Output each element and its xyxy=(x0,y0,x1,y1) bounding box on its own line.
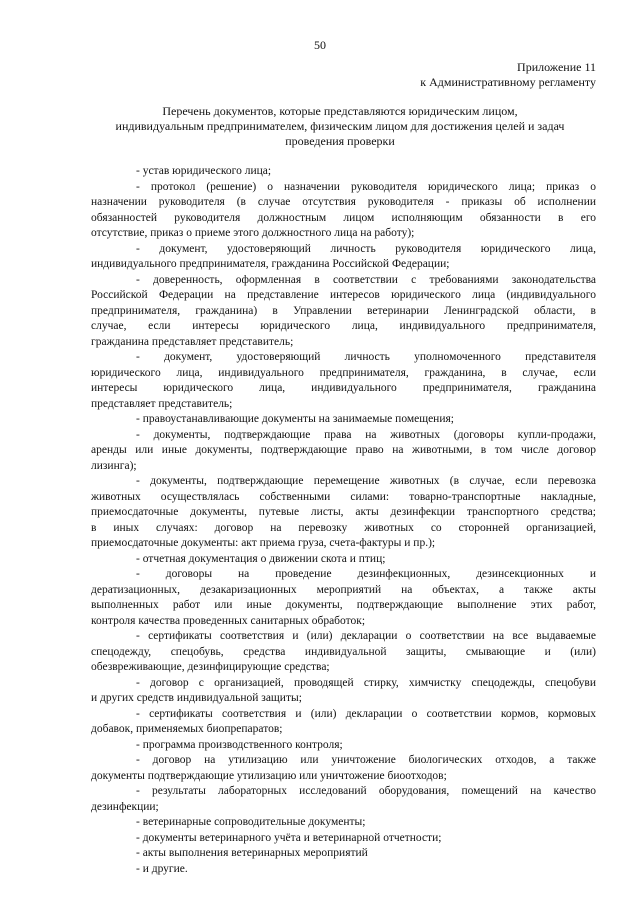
document-list xyxy=(91,164,596,877)
list-item-line: приемосдаточные документы, путевые листы, акты дезинфекции транспортного средства; xyxy=(91,506,596,518)
list-item-line: интересы юридического лица, индивидуального предпринимателя, гражданина xyxy=(91,382,596,394)
list-item-line: отсутствие, приказ о приеме этого должностного лица на работу); xyxy=(91,227,415,239)
list-item xyxy=(91,552,596,568)
list-item-line: - результаты лабораторных исследований оборудования, помещений на качество xyxy=(136,785,596,797)
list-item-line: случае, если интересы юридического лица, индивидуального предпринимателя, xyxy=(91,320,596,332)
list-item xyxy=(91,629,596,676)
list-item-line: - сертификаты соответствия и (или) декларации о соответствии кормов, кормовых xyxy=(136,707,596,720)
list-item-line: спецодежду, спецобувь, средства индивидуальной защиты, смывающие и (или) xyxy=(91,645,596,658)
list-item-line: индивидуального предпринимателя, гражданина Российской Федерации; xyxy=(91,258,450,270)
list-item-line: животных осуществлялась собственными силами: товарно-транспортные накладные, xyxy=(91,490,596,503)
list-item-line: - правоустанавливающие документы на занимаемые помещения; xyxy=(136,413,454,425)
list-item-line: лизинга); xyxy=(91,459,137,472)
list-item-line: - сертификаты соответствия и (или) декларации о соответствии на все выдаваемые xyxy=(136,630,596,642)
list-item-line: - договоры на проведение дезинфекционных, дезинсекционных и xyxy=(136,568,596,580)
list-item-line: обезвреживающие, дезинфицирующие средства; xyxy=(91,661,330,673)
list-item-line: гражданина представляет представитель; xyxy=(91,335,294,348)
list-item-line: добавок, применяемых биопрепаратов; xyxy=(91,723,283,735)
list-item-line: - отчетная документация о движении скота и птиц; xyxy=(136,552,386,565)
document-title-line: индивидуальным предпринимателем, физическим лицом для достижения целей и задач xyxy=(115,119,565,133)
appendix-header xyxy=(420,60,596,90)
list-item-line: представляет представитель; xyxy=(91,397,233,410)
list-item-line: аренды или иные документы, подтверждающие право на животными, в том числе договор xyxy=(91,444,596,456)
document-title-line: проведения проверки xyxy=(285,134,395,148)
list-item-line: обязанностей руководителя должностным лицом исполняющим обязанности в его xyxy=(91,211,596,224)
list-item-line: документы подтверждающие утилизацию или уничтожение биоотходов; xyxy=(91,769,447,782)
list-item-line: назначении руководителя (в случае отсутствия руководителя - приказы об исполнении xyxy=(91,196,596,208)
list-item xyxy=(91,180,596,242)
list-item xyxy=(91,784,596,815)
list-item-line: - ветеринарные сопроводительные документы; xyxy=(136,816,366,828)
list-item-line: - и другие. xyxy=(136,862,188,875)
list-item-line: - протокол (решение) о назначении руководителя юридического лица; приказ о xyxy=(136,180,596,193)
list-item-line: дератизационных, дезакаризационных мероприятий на объектах, а также акты xyxy=(91,583,596,596)
list-item-line: - документ, удостоверяющий личность уполномоченного представителя xyxy=(136,351,596,363)
list-item-line: - документы ветеринарного учёта и ветеринарной отчетности; xyxy=(136,831,442,844)
list-item xyxy=(91,350,596,412)
list-item-line: - договор с организацией, проводящей стирку, химчистку спецодежды, спецобуви xyxy=(136,676,596,689)
list-item xyxy=(91,412,596,428)
list-item xyxy=(91,738,596,754)
list-item-line: предпринимателя, гражданина) в Управлении ветеринарии Ленинградской области, в xyxy=(91,304,596,317)
list-item xyxy=(91,707,596,738)
list-item-line: - договор на утилизацию или уничтожение биологических отходов, а также xyxy=(136,754,596,766)
appendix-title: Приложение 11 xyxy=(517,60,596,74)
list-item-line: Российской Федерации на представление интересов юридического лица (индивидуального xyxy=(91,289,596,301)
list-item xyxy=(91,242,596,273)
list-item xyxy=(91,567,596,629)
list-item-line: - документы, подтверждающие перемещение животных (в случае, если перевозка xyxy=(136,475,596,487)
list-item-line: в иных случаях: договор на перевозку животных со сторонней организацией, xyxy=(91,521,596,534)
list-item-line: выполненных работ или иные документы, подтверждающие выполнение этих работ, xyxy=(91,599,596,611)
list-item xyxy=(91,164,596,180)
list-item-line: контроля качества проведенных санитарных обработок; xyxy=(91,614,366,627)
document-title xyxy=(95,104,585,149)
list-item xyxy=(91,273,596,351)
list-item xyxy=(91,474,596,552)
list-item-line: юридического лица, индивидуального предпринимателя, гражданина, в случае, если xyxy=(91,366,596,379)
list-item xyxy=(91,831,596,847)
list-item xyxy=(91,676,596,707)
list-item-line: - документ, удостоверяющий личность руководителя юридического лица, xyxy=(136,242,596,255)
list-item-line: приемосдаточные документы: акт приема груза, счета-фактуры и пр.); xyxy=(91,537,436,549)
list-item-line: - акты выполнения ветеринарных мероприятий xyxy=(136,847,368,859)
list-item xyxy=(91,846,596,862)
page-number: 50 xyxy=(314,38,326,52)
list-item xyxy=(91,815,596,831)
list-item-line: - доверенность, оформленная в соответствии с требованиями законодательства xyxy=(136,273,596,286)
list-item xyxy=(91,428,596,475)
list-item xyxy=(91,753,596,784)
appendix-reference: к Административному регламенту xyxy=(420,75,596,89)
list-item-line: и других средств индивидуальной защиты; xyxy=(91,692,302,704)
list-item-line: дезинфекции; xyxy=(91,800,159,813)
list-item-line: - документы, подтверждающие права на животных (договоры купли-продажи, xyxy=(136,428,596,441)
list-item-line: - программа производственного контроля; xyxy=(136,738,343,751)
document-title-line: Перечень документов, которые представляются юридическим лицом, xyxy=(162,104,518,118)
list-item xyxy=(91,862,596,878)
list-item-line: - устав юридического лица; xyxy=(136,165,272,177)
